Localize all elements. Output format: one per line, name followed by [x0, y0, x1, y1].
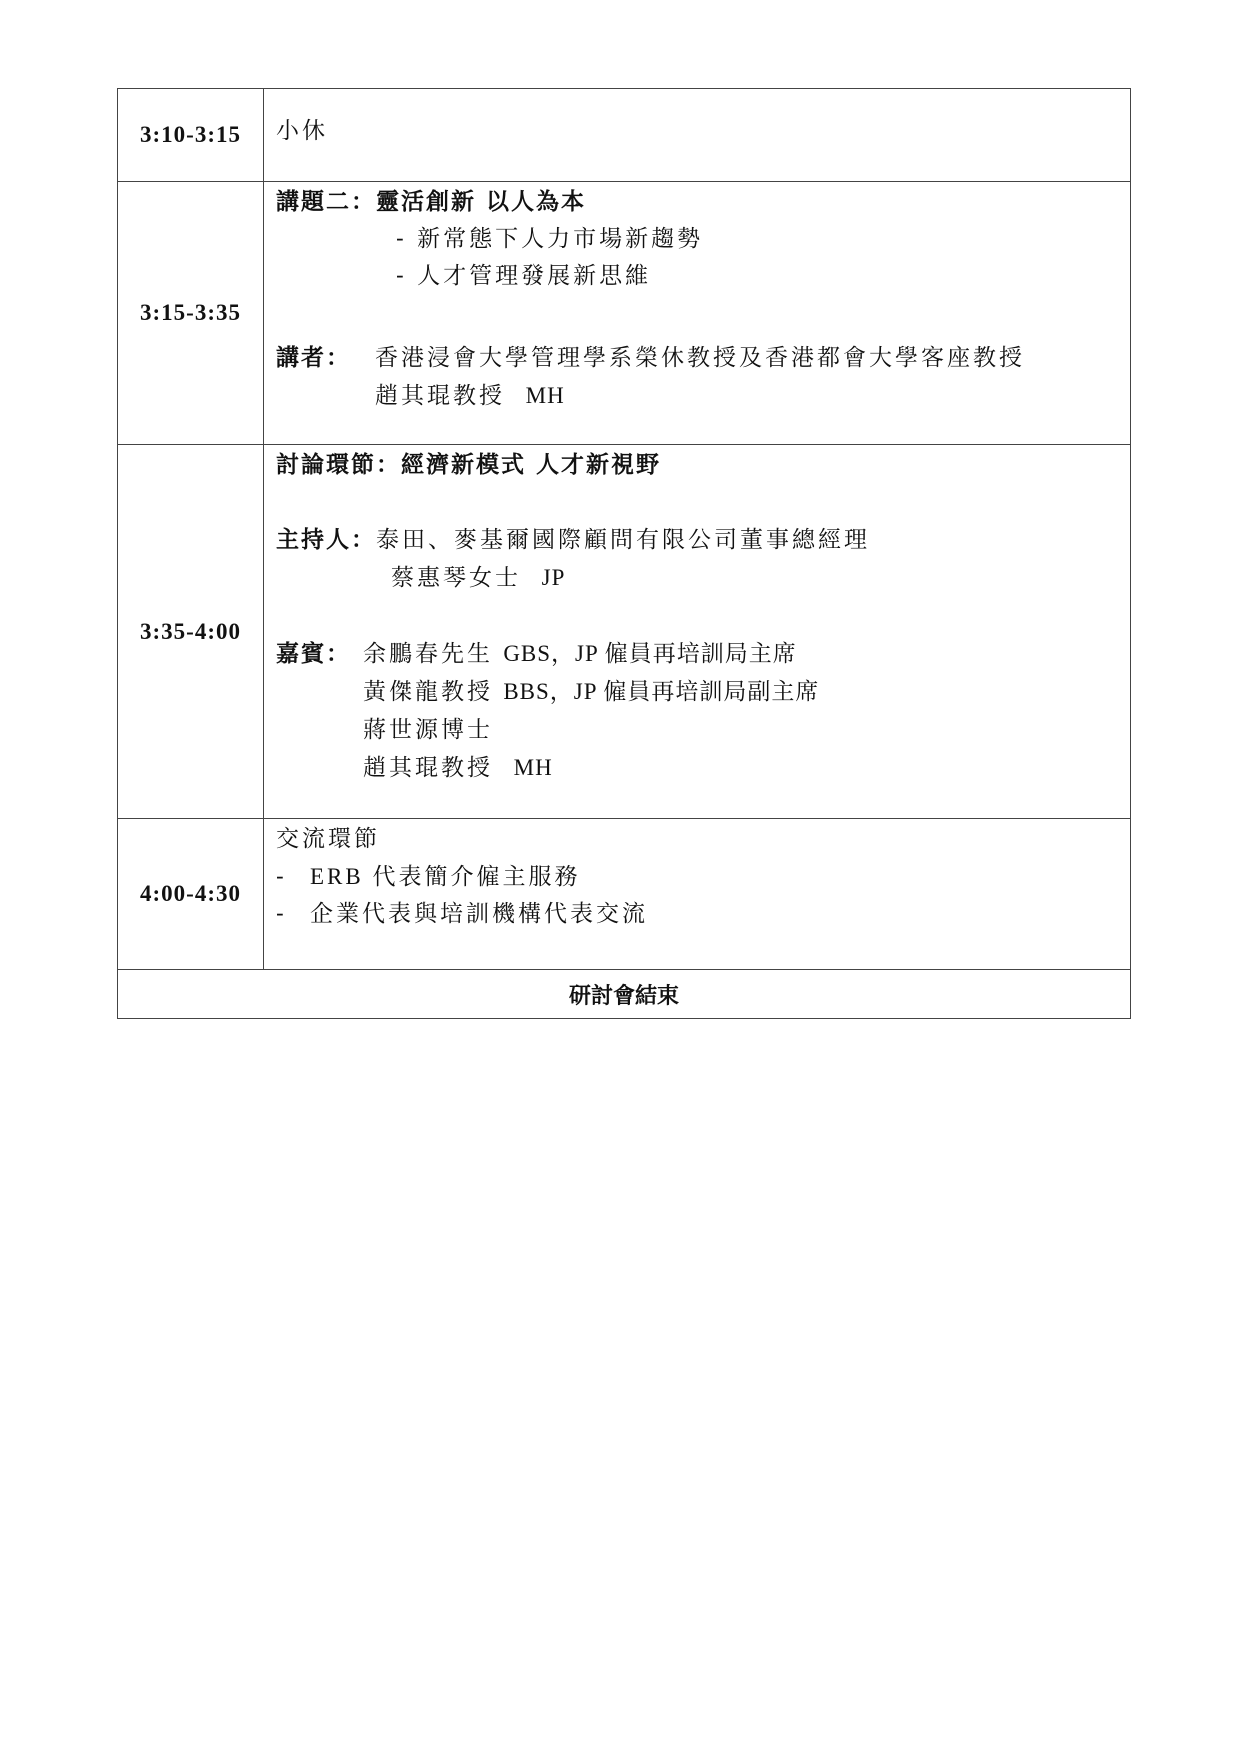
host-name-line — [276, 559, 1118, 597]
exchange-item: ERB 代表簡介僱主服務 — [310, 864, 581, 889]
time-cell: 3:15-3:35 — [118, 182, 264, 445]
guest-line — [276, 749, 1118, 787]
host-line — [276, 522, 1118, 559]
content-cell — [264, 445, 1131, 819]
agenda-row-end — [118, 970, 1131, 1019]
dash-marker: - — [276, 901, 287, 927]
dash-marker: - — [276, 864, 287, 890]
agenda-row-exchange — [118, 819, 1131, 970]
guest-name: 余鵬春先生 — [363, 641, 493, 667]
guest-title: GBS，JP 僱員再培訓局主席 — [503, 641, 797, 666]
time-cell: 4:00-4:30 — [118, 819, 264, 970]
host-name: 蔡惠琴女士 — [391, 565, 521, 591]
topic-title: 靈活創新 以人為本 — [376, 189, 587, 215]
guest-line — [276, 711, 1118, 749]
agenda-row-topic — [118, 182, 1131, 445]
host-honour: JP — [541, 565, 566, 590]
speaker-name: 趙其琨教授 — [375, 383, 505, 409]
end-note: 研討會結束 — [118, 970, 1131, 1019]
content-cell — [264, 819, 1131, 970]
break-title: 小休 — [276, 117, 328, 144]
agenda-row-break — [118, 89, 1131, 182]
guest-name: 趙其琨教授 — [363, 755, 493, 781]
topic-label: 講題二： — [276, 189, 376, 215]
guest-title: BBS，JP 僱員再培訓局副主席 — [503, 679, 820, 704]
agenda-table — [117, 88, 1131, 1019]
topic-bullet: - 人才管理發展新思維 — [396, 263, 652, 289]
panel-heading: 討論環節：經濟新模式 人才新視野 — [276, 452, 662, 478]
guest-title: MH — [513, 755, 553, 780]
guests-label: 嘉賓： — [276, 641, 351, 667]
topic-bullet: - 新常態下人力市場新趨勢 — [396, 226, 704, 252]
speaker-line — [276, 340, 1118, 377]
speaker-name-line — [276, 377, 1118, 415]
speaker-label: 講者： — [276, 345, 351, 371]
content-cell — [264, 89, 1131, 182]
time-cell: 3:35-4:00 — [118, 445, 264, 819]
content-cell — [264, 182, 1131, 445]
exchange-bullet — [276, 896, 1118, 933]
exchange-bullet — [276, 858, 1118, 896]
host-affiliation: 泰田、麥基爾國際顧問有限公司董事總經理 — [376, 527, 870, 553]
guest-name: 黃傑龍教授 — [363, 679, 493, 705]
exchange-item: 企業代表與培訓機構代表交流 — [310, 901, 648, 927]
guest-name: 蔣世源博士 — [363, 717, 493, 743]
exchange-heading: 交流環節 — [276, 826, 380, 852]
speaker-affiliation: 香港浸會大學管理學系榮休教授及香港都會大學客座教授 — [375, 345, 1025, 371]
guest-line — [276, 635, 1118, 673]
topic-heading — [276, 184, 1118, 221]
speaker-honour: MH — [525, 383, 565, 408]
guest-line — [276, 673, 1118, 711]
time-cell: 3:10-3:15 — [118, 89, 264, 182]
host-label: 主持人： — [276, 527, 376, 553]
agenda-row-panel — [118, 445, 1131, 819]
